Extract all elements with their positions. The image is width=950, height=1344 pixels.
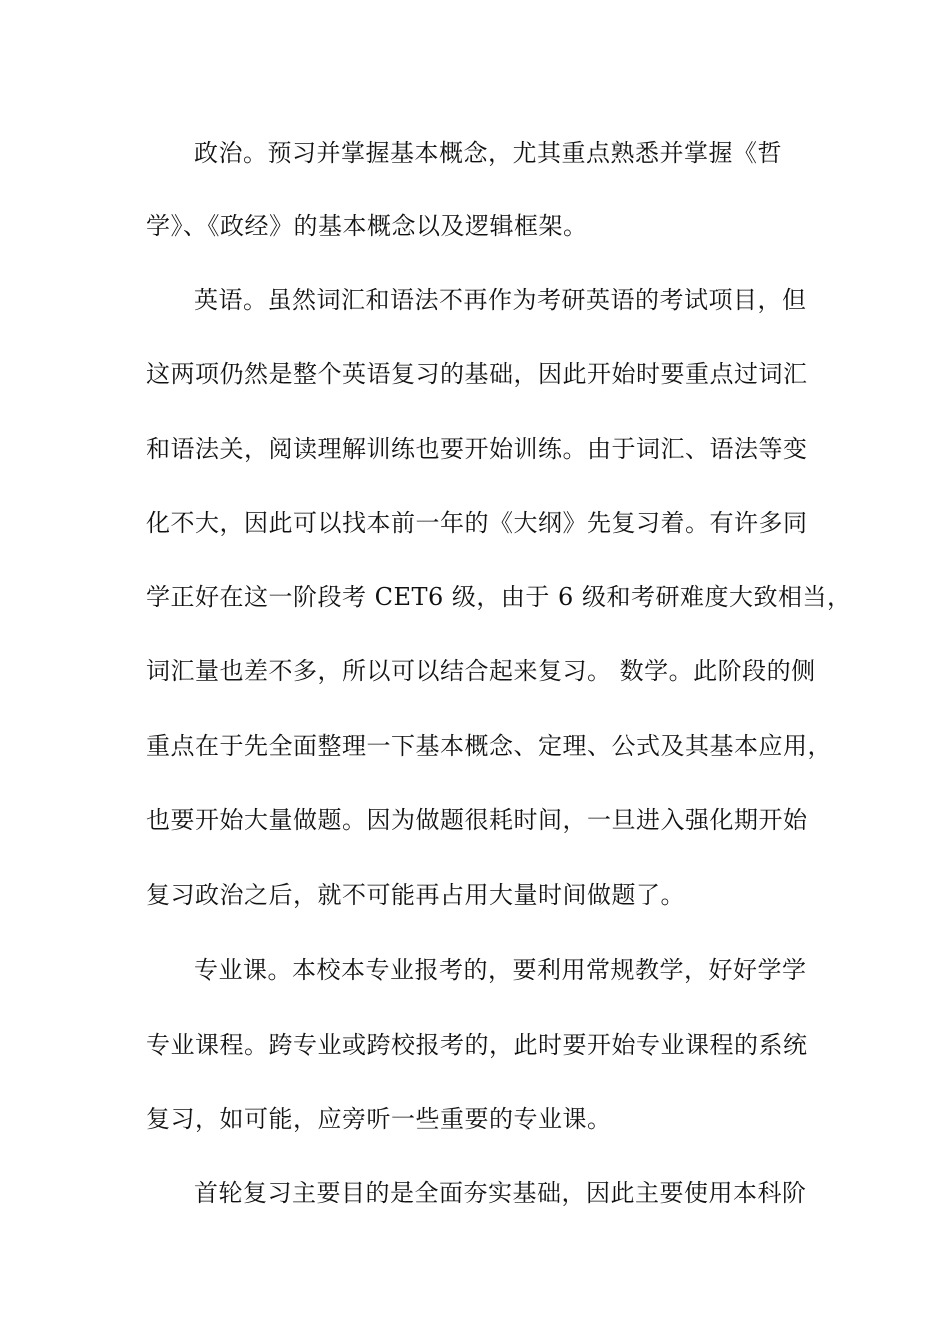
text-line: 化不大，因此可以找本前一年的《大纲》先复习着。有许多同	[146, 509, 808, 537]
text-line: 学》、《政经》的基本概念以及逻辑框架。	[146, 212, 588, 240]
text-line: 和语法关，阅读理解训练也要开始训练。由于词汇、语法等变	[146, 435, 808, 463]
text-line: 政治。预习并掌握基本概念，尤其重点熟悉并掌握《哲	[194, 139, 782, 167]
text-line: 首轮复习主要目的是全面夯实基础，因此主要使用本科阶	[194, 1179, 807, 1207]
text-line: 也要开始大量做题。因为做题很耗时间，一旦进入强化期开始	[146, 806, 808, 834]
text-line: 这两项仍然是整个英语复习的基础，因此开始时要重点过词汇	[146, 360, 808, 388]
text-line: 词汇量也差不多，所以可以结合起来复习。 数学。此阶段的侧	[146, 657, 816, 685]
text-line: 专业课。本校本专业报考的，要利用常规教学，好好学学	[194, 956, 807, 984]
text-line: 重点在于先全面整理一下基本概念、定理、公式及其基本应用，	[146, 732, 832, 760]
text-line: 复习政治之后，就不可能再占用大量时间做题了。	[146, 881, 685, 909]
text-line: 专业课程。跨专业或跨校报考的，此时要开始专业课程的系统	[146, 1031, 808, 1059]
text-line: 复习，如可能，应旁听一些重要的专业课。	[146, 1105, 612, 1133]
text-line: 学正好在这一阶段考 CET6 级，由于 6 级和考研难度大致相当，	[146, 583, 852, 611]
text-line: 英语。虽然词汇和语法不再作为考研英语的考试项目，但	[194, 286, 807, 314]
